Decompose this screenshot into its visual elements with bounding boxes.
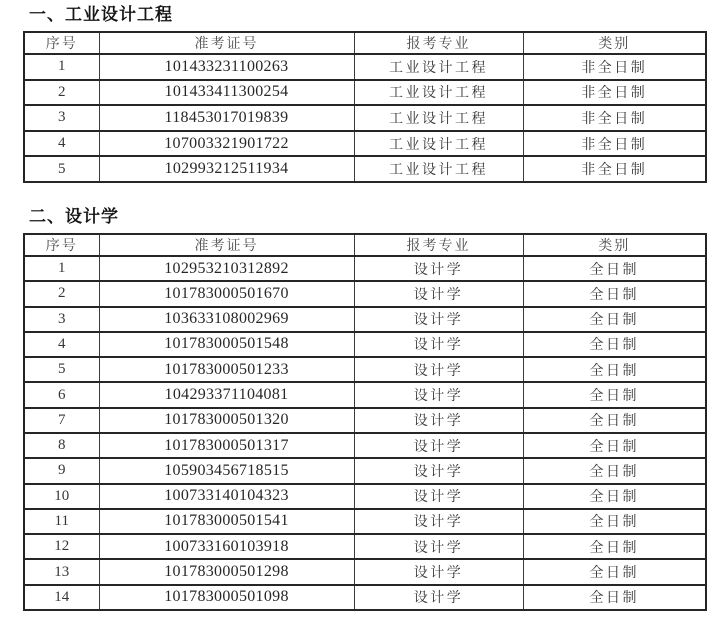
major-cell: 设计学 — [354, 534, 523, 559]
category-cell: 非全日制 — [523, 80, 706, 106]
category-cell: 全日制 — [523, 585, 706, 610]
table-row — [24, 307, 706, 332]
major-cell: 工业设计工程 — [354, 131, 523, 157]
major-cell: 工业设计工程 — [354, 54, 523, 80]
serial-cell: 3 — [24, 105, 99, 131]
major-header: 报考专业 — [354, 32, 523, 54]
results-table — [23, 233, 707, 611]
category-header: 类别 — [523, 32, 706, 54]
major-cell: 设计学 — [354, 382, 523, 407]
exam-id-cell: 118453017019839 — [99, 105, 354, 131]
serial-cell: 11 — [24, 509, 99, 534]
exam-id-cell: 101783000501233 — [99, 357, 354, 382]
category-cell: 全日制 — [523, 534, 706, 559]
category-cell: 全日制 — [523, 307, 706, 332]
major-header: 报考专业 — [354, 234, 523, 256]
serial-cell: 2 — [24, 80, 99, 106]
table-body — [24, 256, 706, 610]
serial-cell: 2 — [24, 281, 99, 306]
serial-cell: 4 — [24, 131, 99, 157]
category-cell: 全日制 — [523, 281, 706, 306]
serial-cell: 1 — [24, 256, 99, 281]
serial-cell: 5 — [24, 357, 99, 382]
exam-id-cell: 101783000501317 — [99, 433, 354, 458]
major-cell: 设计学 — [354, 281, 523, 306]
section-title: 二、设计学 — [29, 207, 119, 226]
table-row — [24, 559, 706, 584]
table-header — [24, 234, 706, 256]
exam-id-cell: 104293371104081 — [99, 382, 354, 407]
major-cell: 设计学 — [354, 307, 523, 332]
results-table — [23, 31, 707, 183]
major-cell: 设计学 — [354, 433, 523, 458]
exam-id-cell: 103633108002969 — [99, 307, 354, 332]
exam-id-cell: 107003321901722 — [99, 131, 354, 157]
header-row — [24, 234, 706, 256]
table-row — [24, 458, 706, 483]
table-row — [24, 534, 706, 559]
serial-cell: 1 — [24, 54, 99, 80]
table-row — [24, 281, 706, 306]
header-row — [24, 32, 706, 54]
exam-id-cell: 101433231100263 — [99, 54, 354, 80]
exam-id-cell: 100733160103918 — [99, 534, 354, 559]
major-cell: 设计学 — [354, 332, 523, 357]
exam-id-cell: 100733140104323 — [99, 484, 354, 509]
category-cell: 非全日制 — [523, 54, 706, 80]
serial-number-header: 序号 — [24, 32, 99, 54]
exam-id-cell: 101783000501320 — [99, 408, 354, 433]
major-cell: 设计学 — [354, 408, 523, 433]
exam-id-cell: 101433411300254 — [99, 80, 354, 106]
table-row — [24, 156, 706, 182]
table-row — [24, 332, 706, 357]
table-row — [24, 408, 706, 433]
exam-id-cell: 101783000501298 — [99, 559, 354, 584]
table-row — [24, 357, 706, 382]
exam-id-cell: 102953210312892 — [99, 256, 354, 281]
exam-id-cell: 101783000501541 — [99, 509, 354, 534]
exam-id-cell: 102993212511934 — [99, 156, 354, 182]
major-cell: 设计学 — [354, 509, 523, 534]
table-row — [24, 484, 706, 509]
table-body — [24, 54, 706, 182]
serial-cell: 7 — [24, 408, 99, 433]
serial-cell: 4 — [24, 332, 99, 357]
serial-cell: 9 — [24, 458, 99, 483]
table-row — [24, 131, 706, 157]
major-cell: 设计学 — [354, 357, 523, 382]
category-cell: 全日制 — [523, 509, 706, 534]
category-cell: 全日制 — [523, 484, 706, 509]
serial-cell: 8 — [24, 433, 99, 458]
major-cell: 设计学 — [354, 256, 523, 281]
major-cell: 设计学 — [354, 458, 523, 483]
table-row — [24, 256, 706, 281]
major-cell: 工业设计工程 — [354, 156, 523, 182]
major-cell: 设计学 — [354, 484, 523, 509]
category-cell: 全日制 — [523, 408, 706, 433]
serial-cell: 14 — [24, 585, 99, 610]
section-title: 一、工业设计工程 — [29, 5, 173, 24]
category-cell: 全日制 — [523, 433, 706, 458]
major-cell: 工业设计工程 — [354, 80, 523, 106]
major-cell: 设计学 — [354, 585, 523, 610]
table-row — [24, 382, 706, 407]
serial-number-header: 序号 — [24, 234, 99, 256]
major-cell: 工业设计工程 — [354, 105, 523, 131]
category-cell: 全日制 — [523, 382, 706, 407]
serial-cell: 6 — [24, 382, 99, 407]
category-cell: 非全日制 — [523, 156, 706, 182]
table-header — [24, 32, 706, 54]
table-row — [24, 433, 706, 458]
category-header: 类别 — [523, 234, 706, 256]
serial-cell: 10 — [24, 484, 99, 509]
table-row — [24, 105, 706, 131]
category-cell: 全日制 — [523, 357, 706, 382]
table-row — [24, 80, 706, 106]
category-cell: 全日制 — [523, 559, 706, 584]
table-row — [24, 585, 706, 610]
exam-id-cell: 105903456718515 — [99, 458, 354, 483]
category-cell: 全日制 — [523, 458, 706, 483]
serial-cell: 12 — [24, 534, 99, 559]
table-row — [24, 54, 706, 80]
category-cell: 全日制 — [523, 256, 706, 281]
major-cell: 设计学 — [354, 559, 523, 584]
category-cell: 非全日制 — [523, 105, 706, 131]
category-cell: 非全日制 — [523, 131, 706, 157]
serial-cell: 13 — [24, 559, 99, 584]
exam-id-cell: 101783000501670 — [99, 281, 354, 306]
exam-id-header: 准考证号 — [99, 32, 354, 54]
exam-id-cell: 101783000501548 — [99, 332, 354, 357]
category-cell: 全日制 — [523, 332, 706, 357]
table-row — [24, 509, 706, 534]
exam-id-cell: 101783000501098 — [99, 585, 354, 610]
serial-cell: 5 — [24, 156, 99, 182]
exam-id-header: 准考证号 — [99, 234, 354, 256]
serial-cell: 3 — [24, 307, 99, 332]
